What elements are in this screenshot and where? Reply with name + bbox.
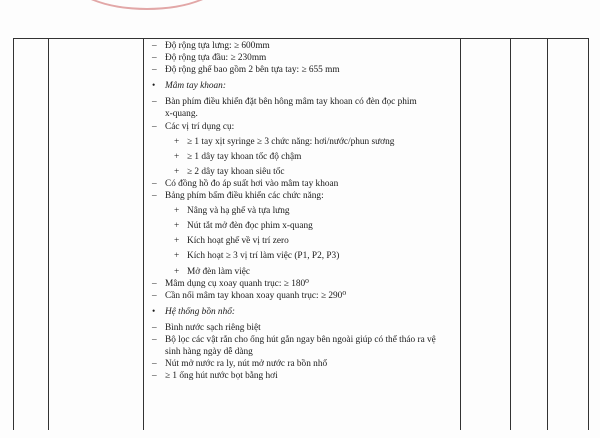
dash-marker: – <box>152 178 157 189</box>
spec-line <box>152 136 457 148</box>
dash-marker: – <box>152 97 157 108</box>
spec-line <box>152 40 457 52</box>
table-border-left <box>13 38 14 430</box>
table-column-divider <box>510 38 511 430</box>
plus-marker: + <box>174 206 180 217</box>
spec-line <box>152 235 457 247</box>
spec-line <box>152 121 457 133</box>
spec-line-text: sinh hàng ngày dễ dàng <box>165 347 253 358</box>
spec-line-text: Bình nước sạch riêng biệt <box>165 322 261 333</box>
spec-line-text: Độ rộng ghế bao gồm 2 bên tựa tay: ≥ 655 mm <box>165 65 340 76</box>
dash-marker: – <box>152 278 157 289</box>
spec-line-text: Mâm tay khoan: <box>165 81 226 92</box>
plus-marker: + <box>174 236 180 247</box>
spec-line <box>152 346 457 358</box>
plus-marker: + <box>174 136 180 147</box>
spec-line <box>152 108 457 120</box>
spec-line-text: Bàn phím điều khiển đặt bên hông mâm tay khoan có đèn đọc phim <box>165 97 417 108</box>
spec-line-text: Mâm dụng cụ xoay quanh trục: ≥ 180⁰ <box>165 278 309 289</box>
dash-marker: – <box>152 359 157 370</box>
dash-marker: – <box>152 65 157 76</box>
spec-line <box>152 306 457 318</box>
spec-line <box>152 190 457 202</box>
plus-marker: + <box>174 151 180 162</box>
spec-line <box>152 278 457 290</box>
spec-line-text: Kích hoạt ≥ 3 vị trí làm việc (P1, P2, P3) <box>187 251 340 262</box>
dash-marker: – <box>152 334 157 345</box>
plus-marker: + <box>174 166 180 177</box>
table-border-right <box>588 38 589 430</box>
spec-line-text: Nút tắt mở đèn đọc phim x-quang <box>187 221 313 232</box>
dash-marker: – <box>152 53 157 64</box>
table-column-divider <box>460 38 461 430</box>
spec-line <box>152 266 457 278</box>
spec-line-text: Nút mở nước ra ly, nút mở nước ra bồn nhổ <box>165 359 328 370</box>
spec-line <box>152 64 457 76</box>
plus-marker: + <box>174 266 180 277</box>
spec-line <box>152 151 457 163</box>
spec-line <box>152 166 457 178</box>
spec-line-text: ≥ 1 dây tay khoan tốc độ chậm <box>187 151 302 162</box>
spec-line-text: Mở đèn làm việc <box>187 266 251 277</box>
red-stamp <box>70 0 220 16</box>
spec-line <box>152 220 457 232</box>
dash-marker: – <box>152 121 157 132</box>
dash-marker: – <box>152 41 157 51</box>
dash-marker: – <box>152 371 157 382</box>
spec-line-text: ≥ 1 tay xịt syringe ≥ 3 chức năng: hơi/nước/phun sương <box>187 136 395 147</box>
spec-line <box>152 322 457 334</box>
spec-line <box>152 96 457 108</box>
spec-line-text: ≥ 1 ống hút nước bọt bằng hơi <box>165 371 278 382</box>
spec-line-text: Các vị trí dụng cụ: <box>165 121 235 132</box>
spec-line <box>152 250 457 262</box>
spec-line <box>152 370 457 382</box>
spec-line-text: Độ rộng tựa đầu: ≥ 230mm <box>165 53 267 64</box>
bullet-marker: • <box>152 81 156 92</box>
plus-marker: + <box>174 251 180 262</box>
dash-marker: – <box>152 322 157 333</box>
table-column-divider <box>48 38 49 430</box>
spec-line-text: Bảng phím bấm điều khiển các chức năng: <box>165 191 324 202</box>
bullet-marker: • <box>152 306 156 317</box>
spec-line-text: Độ rộng tựa lưng: ≥ 600mm <box>165 41 270 51</box>
spec-line <box>152 52 457 64</box>
dash-marker: – <box>152 290 157 301</box>
spec-line <box>152 205 457 217</box>
spec-line-text: Nâng và hạ ghế và tựa lưng <box>187 206 290 217</box>
dash-marker: – <box>152 191 157 202</box>
spec-line-text: Có đồng hồ đo áp suất hơi vào mâm tay khoan <box>165 178 339 189</box>
spec-content <box>152 40 457 382</box>
spec-line <box>152 178 457 190</box>
table-column-divider <box>143 38 144 430</box>
spec-line <box>152 358 457 370</box>
spec-line <box>152 334 457 346</box>
table-column-divider <box>547 38 548 430</box>
spec-line-text: Bộ lọc các vật rắn cho ống hút gắn ngay bên ngoài giúp có thể tháo ra vệ <box>165 334 436 345</box>
spec-line <box>152 290 457 302</box>
plus-marker: + <box>174 221 180 232</box>
spec-line-text: ≥ 2 dây tay khoan siêu tốc <box>187 166 285 177</box>
spec-line-text: x-quang. <box>165 109 198 120</box>
spec-line <box>152 80 457 92</box>
stamp-ring <box>70 0 220 10</box>
spec-line-text: Hệ thống bồn nhổ: <box>165 306 235 317</box>
spec-line-text: Kích hoạt ghế về vị trí zero <box>187 236 289 247</box>
spec-line-text: Cần nối mâm tay khoan xoay quanh trục: ≥ 290⁰ <box>165 290 347 301</box>
